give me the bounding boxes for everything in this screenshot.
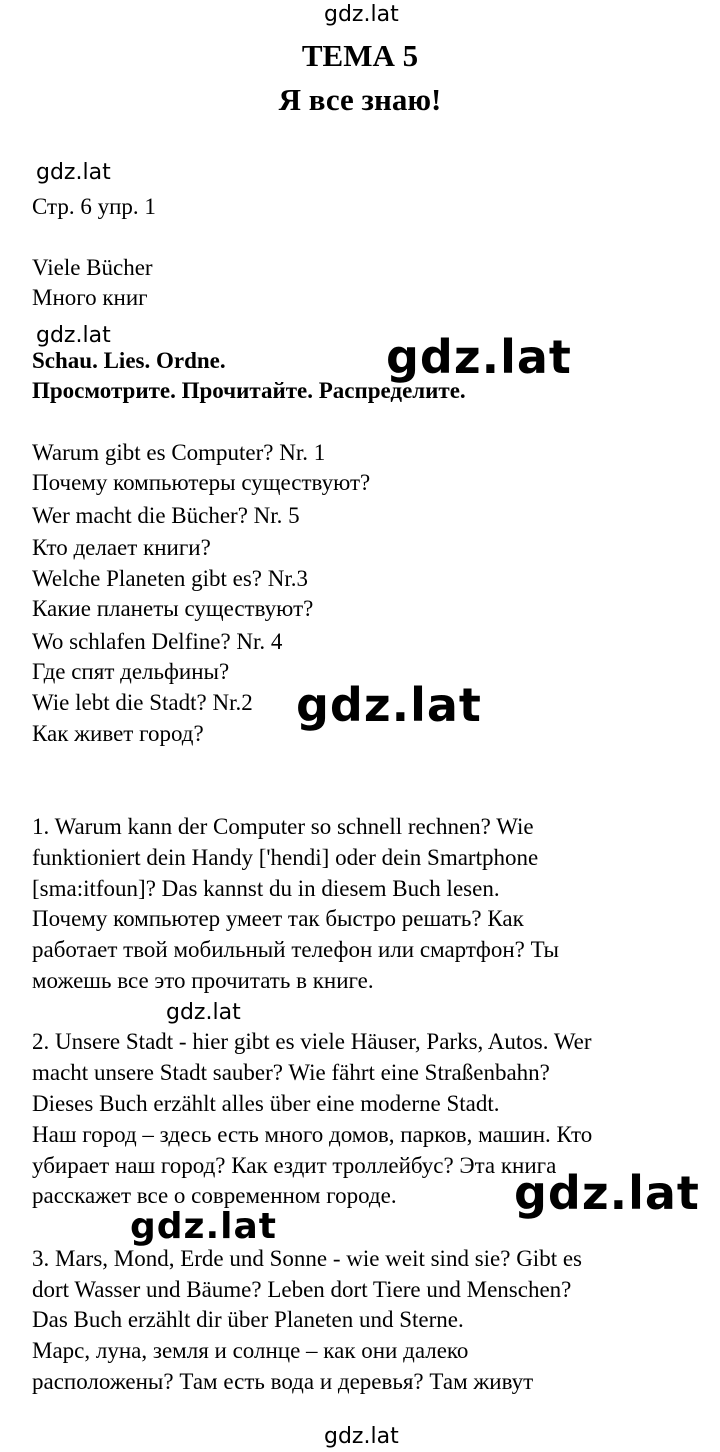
text-2-line: macht unsere Stadt sauber? Wie fährt eine Straßenbahn? [32,1060,550,1085]
text-2-line: 2. Unsere Stadt - hier gibt es viele Häuser, Parks, Autos. Wer [32,1029,592,1054]
text-1-line: 1. Warum kann der Computer so schnell rechnen? Wie [32,814,534,839]
watermark-text: gdz.lat [386,330,572,384]
text-3-line: Марс, луна, земля и солнце – как они далеко [32,1338,469,1363]
text-2-line: Наш город – здесь есть много домов, парков, машин. Кто [32,1122,593,1147]
topic-title: ТЕМА 5 [301,38,419,73]
task-ru: Просмотрите. Прочитайте. Распределите. [32,378,466,403]
text-3-line: Das Buch erzählt dir über Planeten und Sterne. [32,1307,464,1332]
book-title-de: Viele Bücher [32,255,153,280]
watermark-text: gdz.lat [130,1206,278,1247]
watermark-text: gdz.lat [36,160,111,185]
text-2-line: Dieses Buch erzählt alles über eine moderne Stadt. [32,1091,500,1116]
page-reference: Стр. 6 упр. 1 [32,194,156,219]
watermark-text: gdz.lat [166,1000,241,1025]
topic-subtitle: Я все знаю! [278,82,442,117]
pair-line: Wie lebt die Stadt? Nr.2 [32,690,253,715]
watermark-text: gdz.lat [36,323,111,348]
pair-line: Какие планеты существуют? [32,596,314,621]
pair-line: Wer macht die Bücher? Nr. 5 [32,503,300,528]
text-2-line: убирает наш город? Как ездит троллейбус? Эта книга [32,1153,557,1178]
text-2-line: расскажет все о современном городе. [32,1183,397,1208]
watermark-text: gdz.lat [514,1166,700,1220]
pair-line: Почему компьютеры существуют? [32,470,371,495]
watermark-text: gdz.lat [324,2,399,27]
pair-line: Кто делает книги? [32,535,211,560]
watermark-text: gdz.lat [324,1424,399,1449]
pair-line: Warum gibt es Computer? Nr. 1 [32,440,326,465]
pair-line: Как живет город? [32,721,204,746]
watermark-text: gdz.lat [296,678,482,732]
pair-line: Wo schlafen Delfine? Nr. 4 [32,629,283,654]
text-1-line: можешь все это прочитать в книге. [32,968,374,993]
text-1-line: funktioniert dein Handy ['hendi] oder dein Smartphone [32,845,539,870]
task-de: Schau. Lies. Ordne. [32,348,226,373]
book-title-ru: Много книг [32,285,148,310]
pair-line: Welche Planeten gibt es? Nr.3 [32,566,308,591]
text-3-line: расположены? Там есть вода и деревья? Там живут [32,1369,534,1394]
text-1-line: [sma:itfoun]? Das kannst du in diesem Buch lesen. [32,876,500,901]
pair-line: Где спят дельфины? [32,659,230,684]
text-1-line: работает твой мобильный телефон или смартфон? Ты [32,937,559,962]
text-3-line: dort Wasser und Bäume? Leben dort Tiere und Menschen? [32,1277,572,1302]
text-3-line: 3. Mars, Mond, Erde und Sonne - wie weit sind sie? Gibt es [32,1246,583,1271]
text-1-line: Почему компьютер умеет так быстро решать? Как [32,906,524,931]
